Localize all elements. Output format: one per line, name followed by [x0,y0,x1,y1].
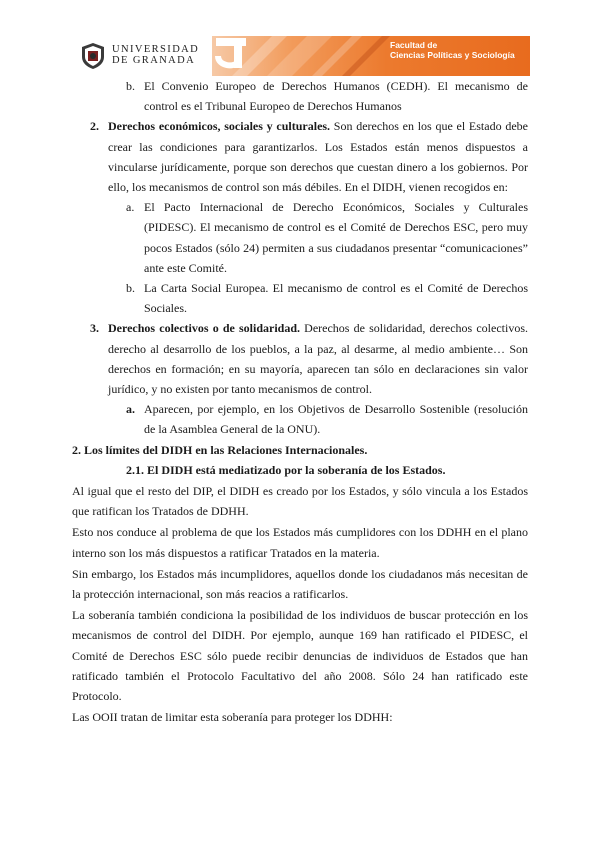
list-marker: 2. [90,119,99,134]
faculty-banner [212,36,530,76]
list-item-b-cedh [72,76,528,116]
list-item-title: Derechos económicos, sociales y culturales. [108,119,331,134]
body-paragraph: La soberanía también condiciona la posibilidad de los individuos de buscar protección en los mecanismos de control del DIDH. Por ejemplo, aunque 169 han ratificado el PIDESC, el Comité de Derechos ESC sólo puede recibir denuncias de individuos de Estados que han ratificado también el Protocolo Facultativo del año 2008. Sólo 24 han ratificado este Protocolo. [72,608,528,704]
body-paragraph: Las OOII tratan de limitar esta soberanía para proteger los DDHH: [72,710,393,725]
list-item-3 [72,318,528,399]
list-item-text: El Convenio Europeo de Derechos Humanos (CEDH). El mecanismo de control es el Tribunal Europeo de Derechos Humanos [144,79,528,114]
faculty-name-line2: Ciencias Políticas y Sociología [390,50,515,60]
subsection-heading: 2.1. El DIDH está mediatizado por la soberanía de los Estados. [126,462,446,477]
page-header [0,30,600,80]
body-paragraph: Sin embargo, los Estados más incumplidores, aquellos donde los ciudadanos más necesitan de la protección internacional, son más reacios a ratificarlos. [72,566,528,602]
body-paragraph: Al igual que el resto del DIP, el DIDH es creado por los Estados, y sólo vincula a los Estados que ratifican los Tratados de DDHH. [72,484,528,519]
list-item-text: Derechos de solidaridad, derechos colectivos. derecho al desarrollo de los pueblos, a la paz, al desarme, al medio ambiente… Son derechos en formación; en su mayoría, aparecen tan sólo en declaraciones sin valor jurídico, y no existen por tanto mecanismos de control. [108,321,528,397]
list-item-title: Derechos colectivos o de solidaridad. [108,321,301,336]
list-marker: b. [126,79,135,93]
section-heading: 2. Los límites del DIDH en las Relaciones Internacionales. [72,442,368,457]
university-name-line1: UNIVERSIDAD [112,44,200,55]
university-crest-icon [80,42,106,70]
list-item-text: Aparecen, por ejemplo, en los Objetivos de Desarrollo Sostenible (resolución de la Asamblea General de la ONU). [144,402,528,437]
list-marker: a. [126,200,135,215]
list-item-text: La Carta Social Europea. El mecanismo de control es el Comité de Derechos Sociales. [144,281,528,316]
list-item-2b [72,278,528,318]
university-name-line2: DE GRANADA [112,55,196,66]
list-item-3a [72,399,528,439]
faculty-name-line1: Facultad de [390,40,438,50]
list-marker: b. [126,281,135,296]
list-item-text: El Pacto Internacional de Derecho Económicos, Sociales y Culturales (PIDESC). El mecanismo de control es el Comité de Derechos ESC, pero muy pocos Estados (sólo 24) permiten a sus ciudadanos presentar “comunicaciones” ante este Comité. [144,200,528,275]
faculty-emblem-icon [212,36,252,72]
list-item-2a [72,197,528,278]
list-marker: 3. [90,321,99,336]
body-paragraph: Esto nos conduce al problema de que los Estados más cumplidores con los DDHH en el plano interno son los más dispuestos a ratificar Tratados en la materia. [72,525,528,560]
list-item-2 [72,116,528,197]
document-body [72,76,528,728]
list-marker: a. [126,402,135,417]
list-item-text: Son derechos en los que el Estado debe crear las condiciones para garantizarlos. Los Estados están menos dispuestos a vincularse jurídicamente, porque son derechos que cuestan dinero a los gobiernos. Por ello, los mecanismos de control son más débiles. En el DIDH, vienen recogidos en: [108,119,528,195]
